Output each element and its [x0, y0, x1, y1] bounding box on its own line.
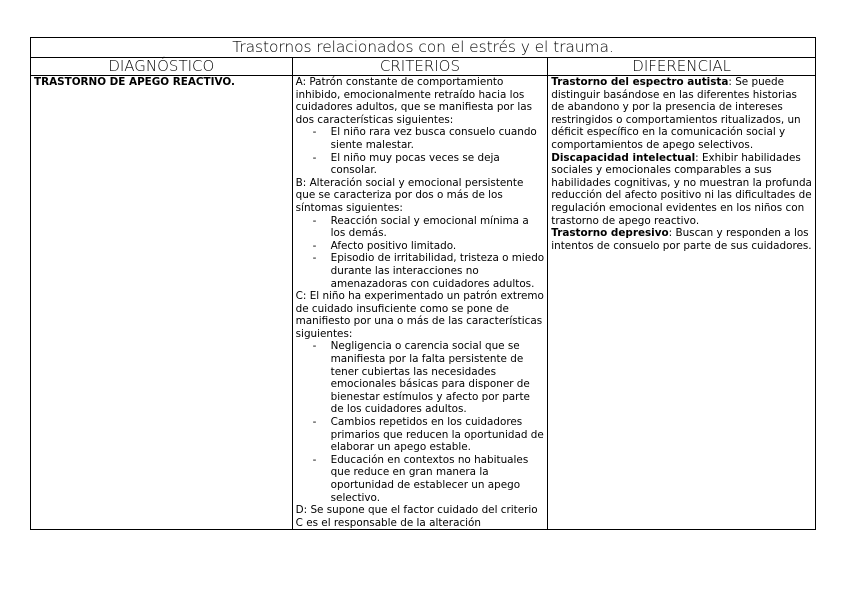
header-criterios: CRITERIOS — [292, 58, 548, 76]
differential-term: Discapacidad intelectual — [551, 151, 696, 164]
criterion-item-text: Afecto positivo limitado. — [330, 239, 457, 252]
bullet-dash: - — [312, 214, 317, 227]
differential-text: : Exhibir habilidades sociales y emocionales comparables a sus habilidades cognitivas, y no muestran la profunda reducción del afecto positivo ni las dificultades de regulación emocional evidentes en los niños con trastorno de apego reactivo. — [551, 151, 812, 227]
bullet-dash: - — [312, 239, 317, 252]
differential-term: Trastorno del espectro autista — [551, 76, 729, 88]
criterion-intro: D: Se supone que el factor cuidado del criterio C es el responsable de la alteración — [295, 504, 538, 529]
bullet-dash: - — [312, 151, 317, 164]
bullet-dash: - — [312, 126, 317, 139]
differential-entry — [551, 152, 812, 228]
criterion-item — [312, 151, 545, 177]
differential-entry — [551, 76, 812, 152]
differential-entry — [551, 227, 812, 252]
criterion-item-text: Cambios repetidos en los cuidadores primarios que reducen la oportunidad de elaborar un apego estable. — [330, 416, 544, 454]
criterion-intro: A: Patrón constante de comportamiento inhibido, emocionalmente retraído hacia los cuidadores adultos, que se manifiesta por las dos características siguientes: — [295, 76, 533, 126]
criterion-list — [296, 126, 545, 176]
criterion-list — [296, 340, 545, 504]
criterion-block — [296, 177, 545, 290]
content-row — [31, 76, 816, 530]
criterion-item-text: El niño muy pocas veces se deja consolar. — [330, 151, 500, 177]
header-diferencial: DIFERENCIAL — [548, 58, 816, 76]
diagnosis-name: TRASTORNO DE APEGO REACTIVO. — [34, 76, 235, 88]
title-row — [31, 38, 816, 58]
bullet-dash: - — [312, 340, 317, 353]
criterion-intro: B: Alteración social y emocional persistente que se caracteriza por dos o más de los síntomas siguientes: — [295, 176, 524, 214]
criterion-item-text: El niño rara vez busca consuelo cuando siente malestar. — [330, 126, 537, 151]
criterion-item-text: Negligencia o carencia social que se manifiesta por la falta persistente de tener cubiertas las necesidades emocionales básicas para disponer de bienestar estímulos y afecto por parte de los cuidadores adultos. — [330, 340, 530, 416]
criterion-item-text: Educación en contextos no habituales que reduce en gran manera la oportunidad de establecer un apego selectivo. — [330, 453, 529, 504]
header-row — [31, 58, 816, 76]
criterion-item — [312, 416, 545, 454]
differential-text: : Buscan y responden a los intentos de consuelo por parte de sus cuidadores. — [551, 227, 812, 252]
criterion-intro: C: El niño ha experimentado un patrón extremo de cuidado insuficiente como se pone de manifiesto por una o más de las características siguientes: — [295, 290, 544, 340]
criterion-block — [296, 504, 545, 529]
bullet-dash: - — [312, 416, 317, 429]
criterion-item — [312, 126, 545, 151]
differential-text: : Se puede distinguir basándose en las diferentes historias de abandono y por la presencia de intereses restringidos o comportamientos ritualizados, un déficit específico en la comunicación social y comportamientos de apego selectivos. — [551, 76, 801, 151]
criterion-block — [296, 290, 545, 504]
disorder-table — [30, 37, 816, 530]
criterion-item — [312, 453, 545, 504]
header-diagnostico: DIAGNÓSTICO — [31, 58, 293, 76]
differential-term: Trastorno depresivo — [551, 227, 669, 240]
criterion-block — [296, 76, 545, 177]
criteria-cell — [292, 76, 548, 530]
criterion-item — [312, 239, 545, 253]
table-title: Trastornos relacionados con el estrés y el trauma. — [31, 38, 816, 58]
criterion-item-text: Reacción social y emocional mínima a los demás. — [330, 214, 529, 240]
bullet-dash: - — [312, 252, 317, 265]
diagnosis-cell — [31, 76, 293, 530]
criterion-item — [312, 252, 545, 290]
criterion-list — [296, 215, 545, 291]
criterion-item — [312, 214, 545, 240]
criterion-item-text: Episodio de irritabilidad, tristeza o miedo durante las interacciones no amenazadoras con cuidadores adultos. — [330, 252, 545, 290]
criterion-item — [312, 340, 545, 416]
bullet-dash: - — [312, 453, 317, 466]
differential-cell — [548, 76, 816, 530]
